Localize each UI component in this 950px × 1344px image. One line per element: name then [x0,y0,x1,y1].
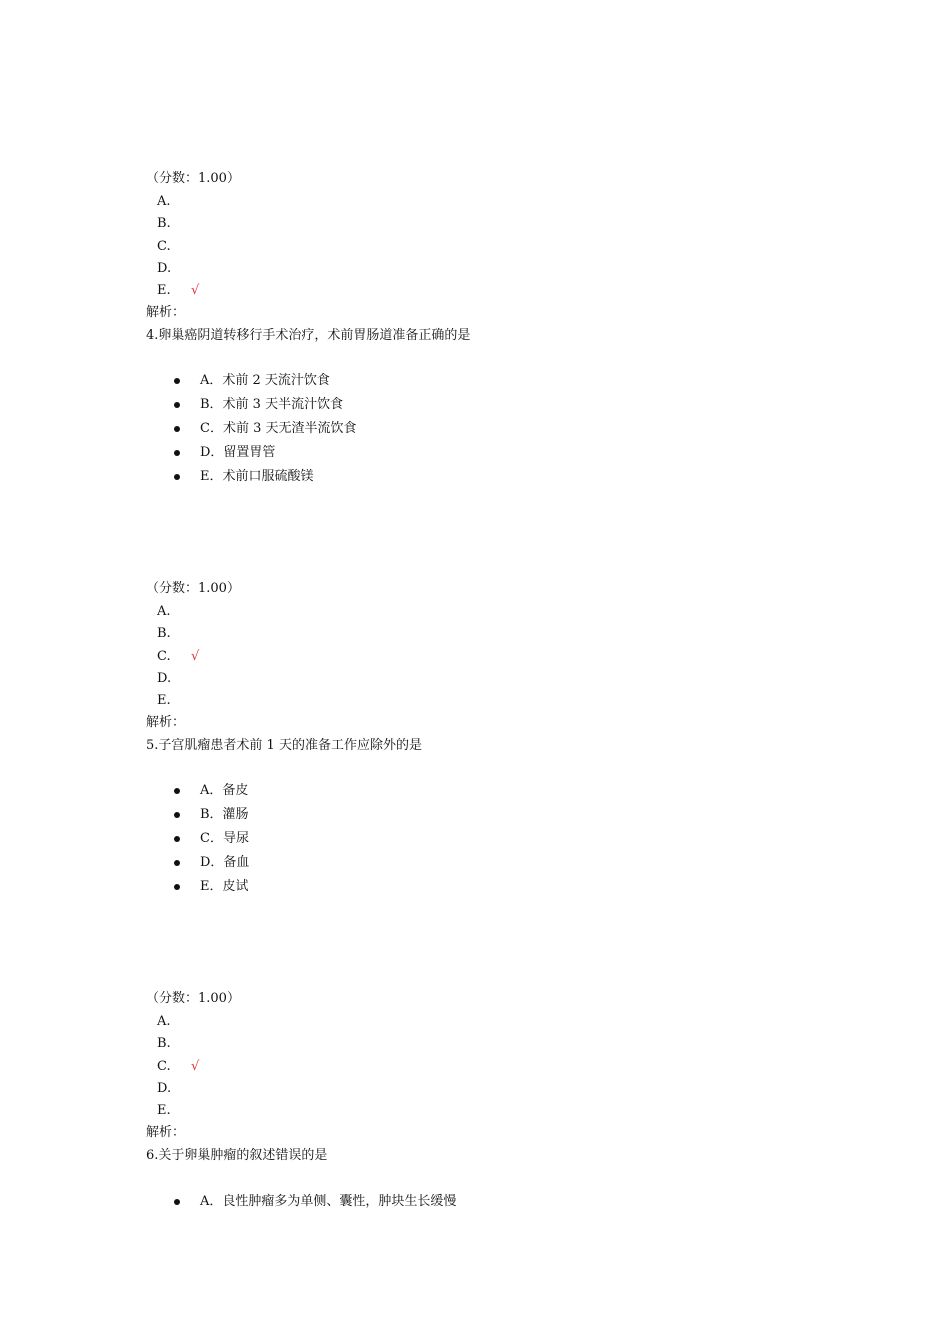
option-letter-c: C. [157,239,171,254]
option-letter-b: B. [157,216,171,231]
bullet-icon [174,378,180,384]
option-letter-d: D. [157,1081,172,1096]
bullet-icon [174,402,180,408]
score-label: （分数：1.00） [146,991,240,1006]
analysis-label: 解析： [146,715,186,730]
choice-item: D．备血 [200,855,250,870]
choice-item: C．导尿 [200,831,249,846]
bullet-icon [174,788,180,794]
choice-item: E．术前口服硫酸镁 [200,469,314,484]
bullet-icon [174,860,180,866]
choice-item: A．良性肿瘤多为单侧、囊性，肿块生长缓慢 [200,1194,457,1209]
correct-check-icon: √ [191,283,200,298]
bullet-icon [174,884,180,890]
option-letter-a: A. [157,194,171,209]
option-letter-b: B. [157,1036,171,1051]
score-label: （分数：1.00） [146,171,240,186]
option-letter-a: A. [157,1014,171,1029]
correct-check-icon: √ [191,649,200,664]
question-title: 4.卵巢癌阴道转移行手术治疗，术前胃肠道准备正确的是 [146,328,471,343]
bullet-icon [174,812,180,818]
bullet-icon [174,1199,180,1205]
choice-item: A．术前 2 天流汁饮食 [200,373,330,388]
option-letter-e: E. [157,283,171,298]
choice-item: C．术前 3 天无渣半流饮食 [200,421,357,436]
question-title: 6.关于卵巢肿瘤的叙述错误的是 [146,1148,328,1163]
choice-item: D．留置胃管 [200,445,276,460]
analysis-label: 解析： [146,305,186,320]
correct-check-icon: √ [191,1059,200,1074]
option-letter-c: C. [157,1059,171,1074]
bullet-icon [174,474,180,480]
option-letter-d: D. [157,671,172,686]
bullet-icon [174,426,180,432]
option-letter-a: A. [157,604,171,619]
option-letter-c: C. [157,649,171,664]
score-label: （分数：1.00） [146,581,240,596]
choice-item: A．备皮 [200,783,249,798]
analysis-label: 解析： [146,1125,186,1140]
question-title: 5.子宫肌瘤患者术前 1 天的准备工作应除外的是 [146,738,422,753]
bullet-icon [174,450,180,456]
option-letter-e: E. [157,1103,171,1118]
choice-item: E．皮试 [200,879,249,894]
bullet-icon [174,836,180,842]
option-letter-b: B. [157,626,171,641]
option-letter-e: E. [157,693,171,708]
choice-item: B．术前 3 天半流汁饮食 [200,397,344,412]
choice-item: B．灌肠 [200,807,249,822]
option-letter-d: D. [157,261,172,276]
